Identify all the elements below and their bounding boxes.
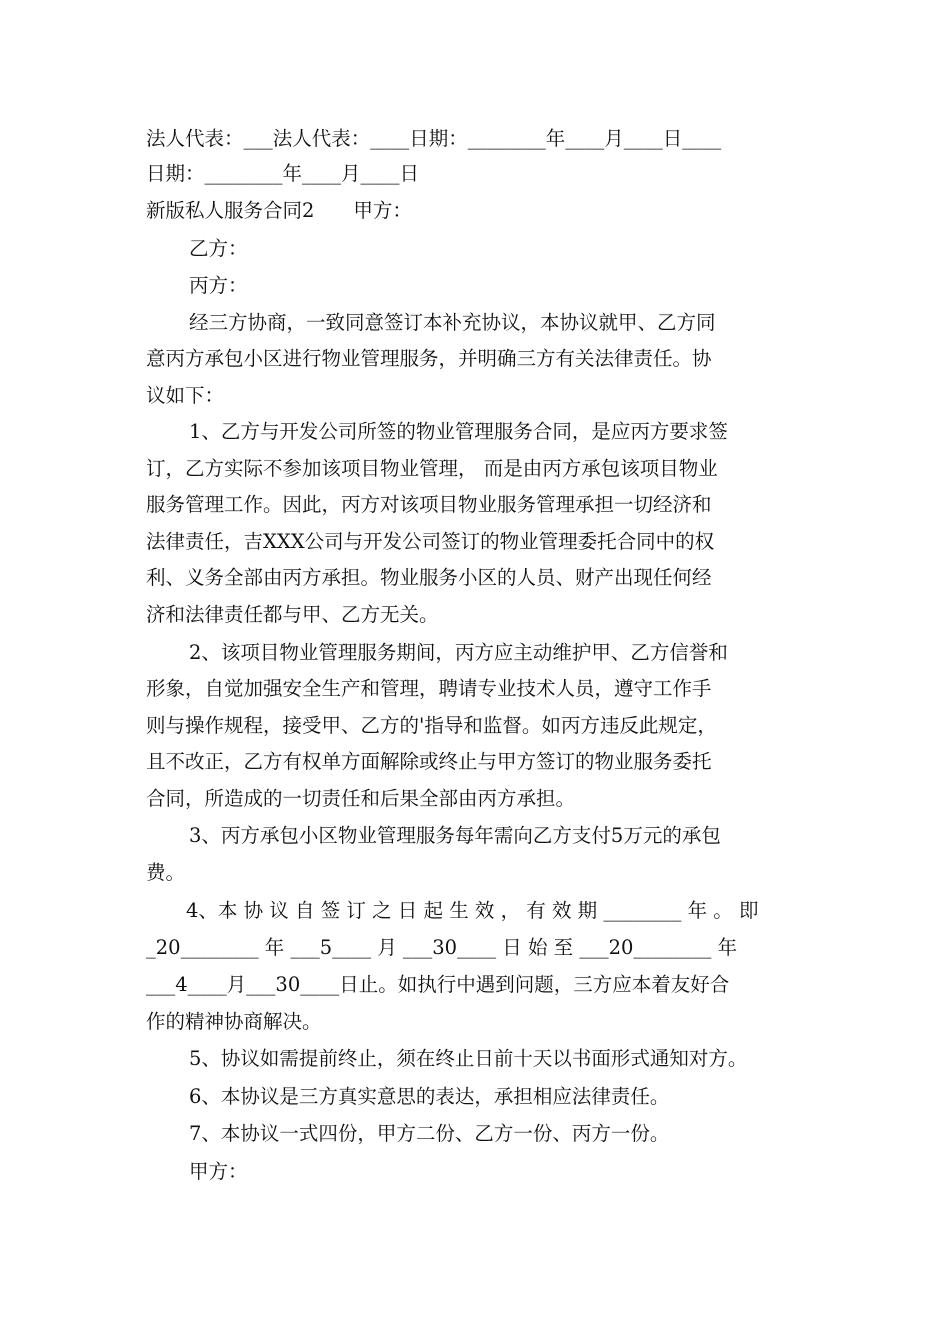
signature-line: 法人代表：___法人代表：____日期：________年____月____日____ (146, 127, 722, 150)
clause-2-line: 则与操作规程，接受甲、乙方的'指导和监督。如丙方违反此规定， (146, 714, 717, 737)
clause-5-line: 5、协议如需提前终止，须在终止日前十天以书面形式通知对方。 (189, 1047, 748, 1070)
paragraph-intro-line: 议如下： (146, 384, 225, 407)
party-b-label: 乙方： (189, 237, 248, 260)
party-c-label: 丙方： (189, 274, 248, 297)
document-title: 新版私人服务合同2 甲方： (146, 199, 412, 222)
clause-1-line: 法律责任，吉XXX公司与开发公司签订的物业管理委托合同中的权 (146, 530, 715, 553)
clause-1-line: 服务管理工作。因此，丙方对该项目物业服务管理承担一切经济和 (146, 493, 712, 516)
date-line: 日期：________年____月____日 (146, 162, 420, 185)
clause-3-line: 3、丙方承包小区物业管理服务每年需向乙方支付5万元的承包 (189, 824, 721, 847)
clause-4-line: ___4____月___30____日止。如执行中遇到问题，三方应本着友好合 (146, 973, 730, 996)
clause-2-line: 形象，自觉加强安全生产和管理，聘请专业技术人员，遵守工作手 (146, 677, 712, 700)
clause-2-line: 且不改正，乙方有权单方面解除或终止与甲方签订的物业服务委托 (146, 750, 712, 773)
clause-1-line: 订，乙方实际不参加该项目物业管理， 而是由丙方承包该项目物业 (146, 457, 718, 480)
clause-4-line: _20________ 年 ___5____ 月 ___30____ 日 始 至 ___20________ 年 (146, 936, 738, 959)
clause-4-line: 4、本 协 议 自 签 订 之 日 起 生 效 ， 有 效 期 ________ 年 。 即 (186, 899, 759, 922)
clause-2-line: 合同，所造成的一切责任和后果全部由丙方承担。 (146, 787, 576, 810)
clause-6-line: 6、本协议是三方真实意思的表达，承担相应法律责任。 (189, 1085, 670, 1108)
party-a-signature-label: 甲方： (189, 1160, 248, 1183)
clause-7-line: 7、本协议一式四份，甲方二份、乙方一份、丙方一份。 (189, 1122, 670, 1145)
clause-4-line: 作的精神协商解决。 (146, 1010, 322, 1033)
clause-1-line: 1、乙方与开发公司所签的物业管理服务合同，是应丙方要求签 (189, 420, 728, 443)
paragraph-intro-line: 意丙方承包小区进行物业管理服务，并明确三方有关法律责任。协 (146, 347, 712, 370)
clause-3-line: 费。 (146, 861, 186, 884)
clause-1-line: 利、义务全部由丙方承担。物业服务小区的人员、财产出现任何经 (146, 566, 712, 589)
paragraph-intro-line: 经三方协商，一致同意签订本补充协议，本协议就甲、乙方同 (189, 311, 716, 334)
clause-1-line: 济和法律责任都与甲、乙方无关。 (146, 603, 439, 626)
clause-2-line: 2、该项目物业管理服务期间，丙方应主动维护甲、乙方信誉和 (189, 641, 728, 664)
